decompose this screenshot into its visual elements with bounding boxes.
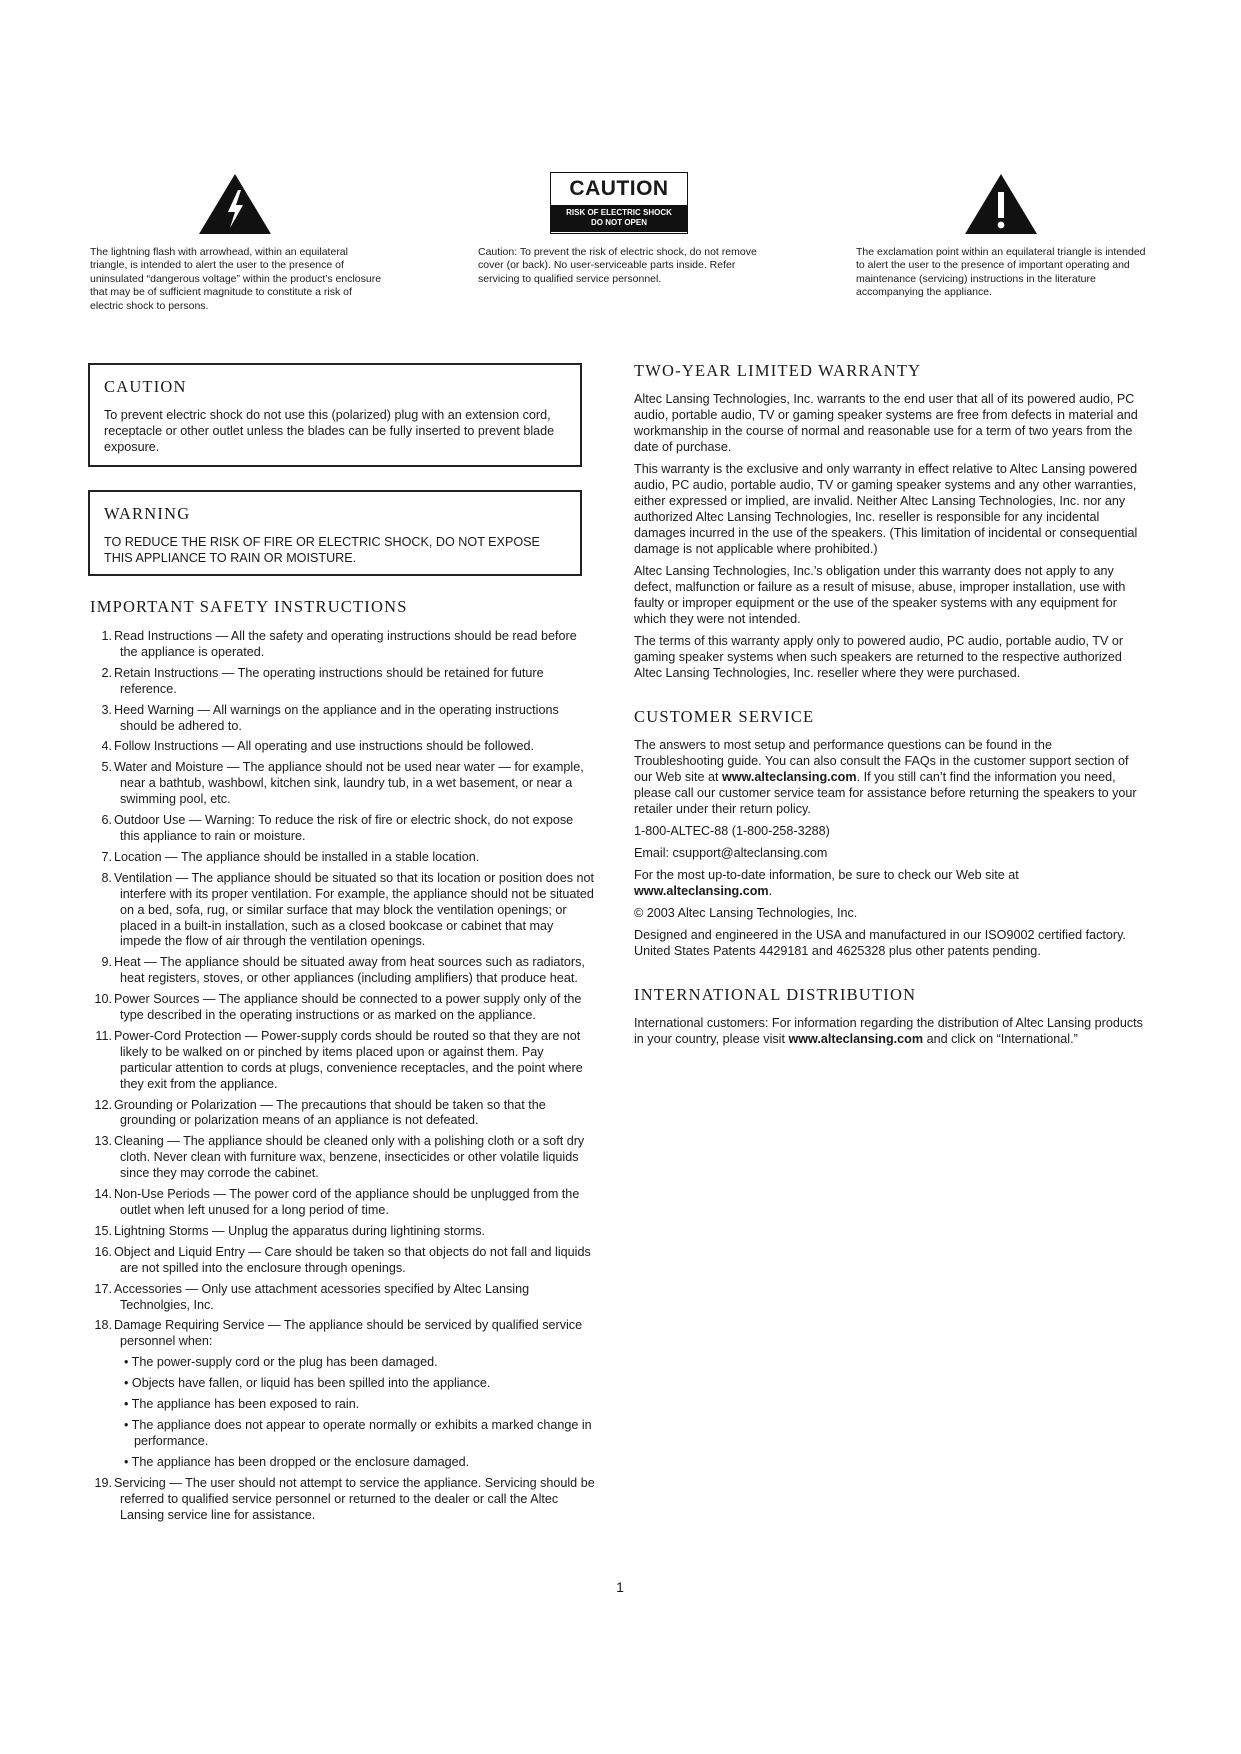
website-note-text: For the most up-to-date information, be sure to check our Web site at — [634, 868, 1019, 882]
list-item — [90, 666, 596, 698]
warranty-paragraph: This warranty is the exclusive and only warranty in effect relative to Altec Lansing powered audio, PC audio, portable audio, TV or gaming speaker systems and any other warranties, either expressed or implied, are invalid. Neither Altec Lansing Technologies, Inc. nor any authorized Altec Lansing Technologies, Inc. reseller is responsible for any incidental damages incurred in the use of the speakers. (This limitation of incidental or consequential damage is not applicable where prohibited.) — [634, 462, 1138, 556]
list-item-text: Location — The appliance should be installed in a stable location. — [114, 849, 480, 864]
list-item-text: Water and Moisture — The appliance should not be used near water — for example, near a bathtub, washbowl, kitchen sink, laundry tub, in a wet basement, or near a swimming pool, etc. — [114, 760, 584, 807]
list-item — [90, 871, 596, 951]
warranty-section — [634, 361, 1144, 681]
warranty-heading: TWO-YEAR LIMITED WARRANTY — [634, 361, 922, 380]
list-item-number: 6. — [101, 813, 112, 828]
list-item — [90, 760, 596, 808]
customer-service-intro — [634, 737, 1144, 817]
caution-box-heading: CAUTION — [104, 377, 187, 396]
caution-label-line1: RISK OF ELECTRIC SHOCK — [566, 208, 672, 217]
customer-service-heading: CUSTOMER SERVICE — [634, 707, 815, 726]
international-text-start: International customers: For information regarding the distribution of Altec Lansing products in your country, please visit — [634, 1016, 1143, 1046]
bullet-item: • Objects have fallen, or liquid has been spilled into the appliance. — [124, 1376, 491, 1391]
list-item-text: Object and Liquid Entry — Care should be taken so that objects do not fall and liquids are not spilled into the enclosure through openings. — [114, 1244, 591, 1275]
warranty-paragraph: Altec Lansing Technologies, Inc.’s obligation under this warranty does not apply to any defect, malfunction or failure as a result of misuse, abuse, improper installation, use with faulty or improper equipment or the use of the speaker systems with any equipment for which they were not intended. — [634, 564, 1126, 626]
list-item — [90, 955, 596, 987]
list-item-text: Accessories — Only use attachment acessories specified by Altec Lansing Technolgies, Inc. — [114, 1281, 530, 1312]
list-item — [90, 992, 596, 1024]
website-link[interactable]: www.alteclansing.com — [788, 1032, 924, 1046]
list-item-text: Outdoor Use — Warning: To reduce the risk of fire or electric shock, do not expose this appliance to rain or moisture. — [114, 813, 574, 843]
customer-service-section — [634, 707, 1144, 959]
phone-number: 1-800-ALTEC-88 (1-800-258-3288) — [634, 824, 830, 838]
international-section — [634, 985, 1144, 1047]
website-note — [634, 867, 1144, 899]
list-item — [90, 1134, 596, 1182]
list-item — [90, 1476, 596, 1524]
list-item-number: 19. — [94, 1475, 112, 1490]
website-note-period: . — [768, 884, 773, 898]
page-number: 1 — [616, 1579, 624, 1595]
list-item — [90, 1318, 596, 1470]
list-item-number: 8. — [101, 870, 112, 885]
safety-list — [90, 629, 596, 1523]
lightning-symbol-text: The lightning flash with arrowhead, within an equilateral triangle, is intended to alert the user to the presence of uninsulated “dangerous voltage” within the product’s enclosure that may be of sufficient magnitude to constitute a risk of electric shock to persons. — [90, 246, 382, 312]
list-item — [90, 1245, 596, 1277]
list-item-number: 17. — [94, 1281, 112, 1296]
international-text — [634, 1015, 1144, 1047]
list-item-text: Non-Use Periods — The power cord of the appliance should be unplugged from the outlet when left unused for a long period of time. — [114, 1187, 580, 1217]
list-item-number: 7. — [101, 849, 112, 864]
list-item-text: Power Sources — The appliance should be connected to a power supply only of the type described in the operating instructions or as marked on the appliance. — [114, 992, 582, 1023]
list-item — [90, 1282, 596, 1314]
lightning-triangle-icon — [197, 172, 273, 236]
list-item-text: Retain Instructions — The operating instructions should be retained for future reference. — [114, 665, 544, 696]
bullet-item: • The appliance has been dropped or the enclosure damaged. — [124, 1454, 470, 1469]
copyright: © 2003 Altec Lansing Technologies, Inc. — [634, 906, 858, 920]
lightning-symbol-block — [90, 172, 385, 313]
customer-service-intro-text-end: . If you still can’t find the information you need, please call our customer service team for assistance before returning the speakers to your retailer under their return policy. — [634, 770, 1137, 816]
list-item-text: Damage Requiring Service — The appliance should be serviced by qualified service personnel when: — [114, 1318, 583, 1349]
list-item-number: 11. — [95, 1028, 112, 1043]
list-item-text: Read Instructions — All the safety and operating instructions should be read before the appliance is operated. — [114, 629, 577, 659]
support-email: Email: csupport@alteclansing.com — [634, 846, 828, 860]
list-item — [90, 1098, 596, 1130]
damage-conditions-list — [120, 1355, 596, 1470]
list-item-text: Grounding or Polarization — The precautions that should be taken so that the grounding or polarization means of an appliance is not defeated. — [114, 1097, 546, 1128]
list-item-number: 3. — [101, 702, 112, 717]
manufacturing-note: Designed and engineered in the USA and manufactured in our ISO9002 certified factory. United States Patents 4429181 and 4625328 plus other patents pending. — [634, 928, 1126, 958]
right-column — [634, 361, 1144, 1053]
list-item-number: 12. — [94, 1097, 112, 1112]
list-item — [90, 850, 596, 866]
list-item — [90, 1029, 596, 1093]
warranty-paragraph: Altec Lansing Technologies, Inc. warrants to the end user that all of its powered audio, PC audio, portable audio, TV or gaming speaker systems are free from defects in material and workmanship in the course of normal and reasonable use for a term of two years from the date of purchase. — [634, 392, 1138, 454]
list-item-number: 4. — [101, 739, 112, 754]
caution-label-subtitle — [551, 205, 687, 232]
list-item-text: Ventilation — The appliance should be situated so that its location or position does not interfere with its proper ventilation. For example, the appliance should not be situated on a bed, sofa, rug, or similar surface that may block the ventilation openings; or placed in a built-in installation, such as a closed bookcase or cabinet that may impede the flow of air through the ventilation openings. — [114, 870, 595, 949]
customer-service-intro-text: The answers to most setup and performance questions can be found in the Troubleshooting guide. You can also consult the FAQs in the customer support section of our Web site at — [634, 738, 1129, 784]
list-item-number: 9. — [101, 955, 112, 970]
list-item-text: Cleaning — The appliance should be cleaned only with a polishing cloth or a soft dry cloth. Never clean with furniture wax, benzene, insecticides or other volatile liquids since they may corrode the cabinet. — [114, 1134, 585, 1181]
list-item-number: 14. — [94, 1187, 112, 1202]
warranty-paragraph: The terms of this warranty apply only to powered audio, PC audio, portable audio, TV or gaming speaker systems when such speakers are returned to the respective authorized Altec Lansing Technologies, Inc. reseller where they were purchased. — [634, 634, 1124, 680]
list-item-number: 13. — [94, 1134, 112, 1149]
list-item-number: 10. — [94, 992, 112, 1007]
bullet-item: • The power-supply cord or the plug has been damaged. — [124, 1355, 438, 1370]
list-item-text: Heed Warning — All warnings on the appliance and in the operating instructions should be adhered to. — [114, 702, 559, 733]
list-item-text: Lightning Storms — Unplug the apparatus during lightining storms. — [114, 1223, 486, 1238]
warning-box — [88, 490, 582, 576]
list-item — [90, 1187, 596, 1219]
list-item-text: Follow Instructions — All operating and use instructions should be followed. — [114, 739, 535, 754]
list-item — [90, 813, 596, 845]
warning-box-text: TO REDUCE THE RISK OF FIRE OR ELECTRIC SHOCK, DO NOT EXPOSE THIS APPLIANCE TO RAIN OR MOISTURE. — [104, 535, 540, 565]
list-item — [90, 703, 596, 735]
caution-label-line2: DO NOT OPEN — [590, 218, 647, 227]
website-link[interactable]: www.alteclansing.com — [634, 884, 769, 898]
list-item-text: Power-Cord Protection — Power-supply cords should be routed so that they are not likely to be walked on or pinched by items placed upon or against them. Pay particular attention to cords at plugs, convenience receptacles, and the point where they exit from the appliance. — [114, 1028, 583, 1091]
caution-box-text: To prevent electric shock do not use this (polarized) plug with an extension cord, receptacle or other outlet unless the blades can be fully inserted to prevent blade exposure. — [104, 408, 555, 454]
list-item-number: 5. — [101, 760, 112, 775]
list-item — [90, 739, 596, 755]
list-item-number: 15. — [94, 1223, 112, 1238]
list-item-number: 2. — [101, 665, 112, 680]
caution-label-text: Caution: To prevent the risk of electric shock, do not remove cover (or back). No user-serviceable parts inside. Refer servicing to qualified service personnel. — [478, 246, 757, 285]
exclamation-triangle-icon — [963, 172, 1039, 236]
safety-section — [90, 597, 596, 1528]
bullet-item: • The appliance does not appear to operate normally or exhibits a marked change in performance. — [124, 1417, 592, 1448]
caution-box — [88, 363, 582, 467]
caution-label-title: CAUTION — [569, 177, 669, 200]
website-link[interactable]: www.alteclansing.com — [721, 770, 857, 784]
international-heading: INTERNATIONAL DISTRIBUTION — [634, 985, 917, 1004]
caution-label — [550, 172, 688, 234]
list-item — [90, 629, 596, 661]
list-item-text: Heat — The appliance should be situated away from heat sources such as radiators, heat registers, stoves, or other appliances (including amplifiers) that produce heat. — [114, 955, 585, 986]
exclamation-symbol-block — [856, 172, 1151, 300]
caution-label-block — [478, 172, 773, 286]
exclamation-symbol-text: The exclamation point within an equilateral triangle is intended to alert the user to the presence of important operating and maintenance (servicing) instructions in the literature accompanying the appliance. — [856, 246, 1146, 299]
list-item — [90, 1224, 596, 1240]
list-item-number: 18. — [94, 1318, 112, 1333]
list-item-number: 1. — [101, 629, 112, 643]
list-item-number: 16. — [94, 1244, 112, 1259]
bullet-item: • The appliance has been exposed to rain. — [124, 1397, 360, 1412]
warning-box-heading: WARNING — [104, 504, 191, 523]
international-text-end: and click on “International.” — [923, 1032, 1078, 1046]
list-item-text: Servicing — The user should not attempt to service the appliance. Servicing should be referred to qualified service personnel or returned to the dealer or call the Altec Lansing service line for assistance. — [114, 1475, 595, 1522]
safety-heading: IMPORTANT SAFETY INSTRUCTIONS — [90, 597, 408, 616]
